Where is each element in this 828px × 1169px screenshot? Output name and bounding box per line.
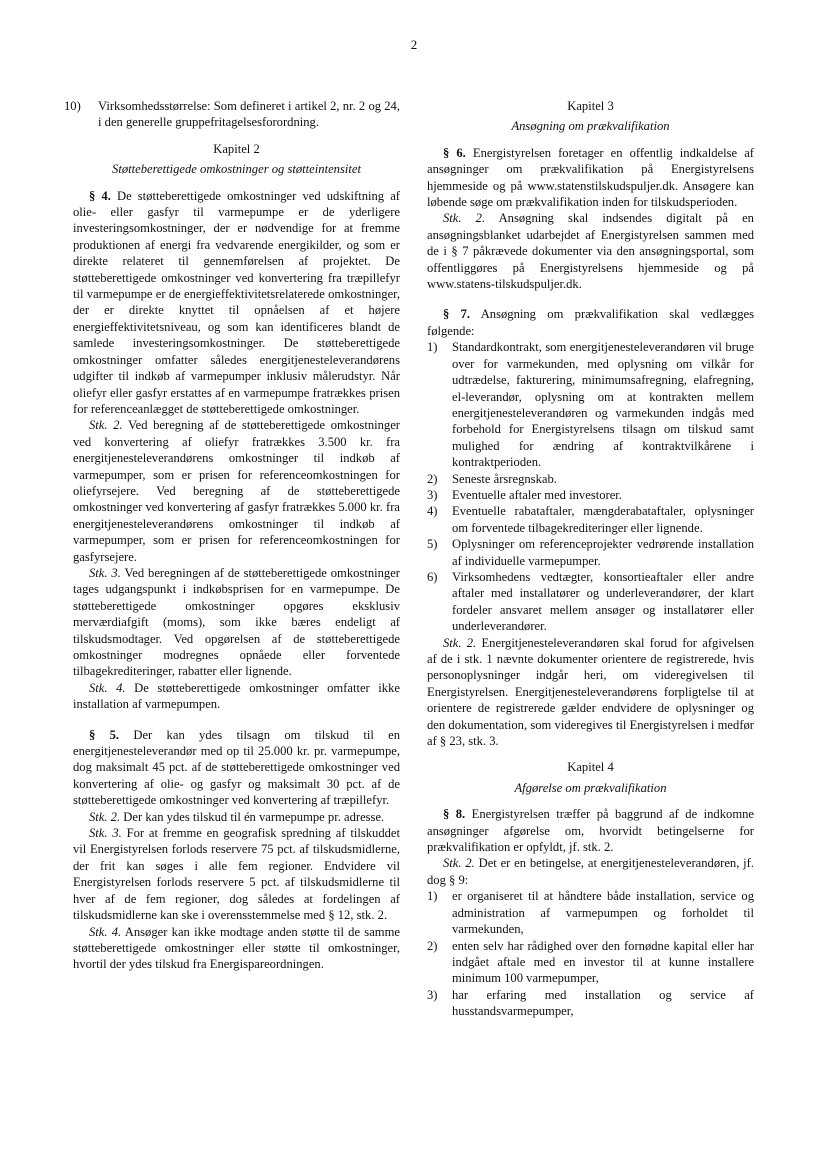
section-4-text: De støtteberettigede omkostninger ved udskiftning af olie- eller gasfyr til varmepumpe er de yderligere investeringsomkostninger, der er nødvendige for at fremme produktionen af energi fra vedvarende energikilder, og som er direkte relateret til gennemførelsen af projektet. De støtteberettigede omkostninger ved konvertering fra træpillefyr til varmepumpe er de energieffektivitetsrelaterede omkostninger, der er direkte knyttet til opnåelsen af et højere energieffektivitetsniveau, og som kan identificeres blandt de samlede investeringsomkostninger. De støtteberettigede omkostninger omfatter således energitjenesteleverandørens udgifter til indkøb af varmepumper inklusiv målerudstyr. Når oliefyr eller gasfyr erstattes af en varmepumpe fratrækkes prisen for referenceanlægget de støtteberettigede omkostninger. [73,188,400,416]
list-item [64,98,400,131]
chapter-3-subtitle: Ansøgning om prækvalifikation [511,119,670,134]
page-number: 2 [410,37,418,52]
stk-label: Stk. 3. [89,826,122,841]
chapter-4-subtitle: Afgørelse om prækvalifikation [514,780,667,795]
stk-text: Energitjenesteleverandøren skal forud for afgivelsen af de i stk. 1 nævnte dokumenter orientere de registrerede, hvis personoplysninger indgår heri, om videregivelsen til Energistyrelsen. Energitjenesteleverandørens forpligtelse til at orientere de registrerede gælder endvidere de oplysninger og den dokumentation, som videregives til Energistyrelsen i medfør af § 23, stk. 3. [427,635,754,749]
stk-label: Stk. 4. [89,680,126,695]
section-5-stk-3 [73,825,400,923]
stk-text: Der kan ydes tilskud til én varmepumpe pr. adresse. [123,809,385,824]
section-6-number: § 6. [443,145,466,160]
section-5-stk-4 [73,924,400,973]
list-item [427,987,754,1020]
section-8-stk-2 [427,855,754,888]
list-item-number: 6) [427,569,438,584]
list-item-number: 3) [427,987,438,1002]
chapter-2-subtitle: Støtteberettigede omkostninger og støtteintensitet [112,162,361,177]
list-item-text: Standardkontrakt, som energitjenesteleverandøren vil bruge over for varmekunden, med oplysning om vilkår for udtrædelse, fakturering, minimumsafregning, elafregning, el-leverandør, oplysning om at kontrakten mellem energitjenesteleverandøren og varmekunden indgås med forbehold for Energistyrelsens tilsagn om tilskud samt mulighed for ændring af kontraktvilkårene i kontraktperioden. [452,340,754,470]
chapter-4-title: Kapitel 4 [567,760,614,775]
section-5-stk-2 [73,809,400,825]
chapter-2-title: Kapitel 2 [213,141,260,156]
stk-label: Stk. 4. [89,924,122,939]
stk-text: Det er en betingelse, at energitjenesteleverandøren, jf. dog § 9: [427,856,754,887]
list-item-text: enten selv har rådighed over den fornødne kapital eller har indgået aftale med en investor til at kunne installere minimum 100 varmepumper, [452,938,754,986]
stk-label: Stk. 2. [89,809,121,824]
list-item [427,569,754,635]
section-6-stk-2 [427,210,754,292]
section-6-paragraph [427,145,754,211]
stk-label: Stk. 2. [89,418,123,433]
stk-text: De støtteberettigede omkostninger omfatter ikke installation af varmepumpen. [73,680,400,712]
stk-label: Stk. 2. [443,856,475,871]
section-8-text: Energistyrelsen træffer på baggrund af de indkomne ansøgninger afgørelse om, hvorvidt betingelserne for prækvalifikation er opfyldt, jf. stk. 2. [427,807,754,855]
section-4-number: § 4. [89,188,111,203]
list-item-text: Eventuelle aftaler med investorer. [452,487,622,502]
list-item-text: har erfaring med installation og service af husstandsvarmepumper, [452,987,754,1019]
list-item [427,471,754,487]
list-item-text: Seneste årsregnskab. [452,471,557,486]
stk-text: Ansøgning skal indsendes digitalt på en ansøgningsblanket udarbejdet af Energistyrelsen sammen med de i § 7 påkrævede dokumenter via den ansøgningsportal, som offentliggøres på Energistyrelsens hjemmeside og på www.statens-tilskudspuljer.dk. [427,211,754,292]
section-6-text: Energistyrelsen foretager en offentlig indkaldelse af ansøgninger om prækvalifikation på Energistyrelsens hjemmeside og på www.statenstilskudspuljer.dk. Ansøgere kan løbende søge om prækvalifikation inden for tilskudsperioden. [427,145,754,210]
list-item-text: Oplysninger om referenceprojekter vedrørende installation af individuelle varmepumper. [452,537,754,568]
section-7-stk-2 [427,635,754,750]
stk-label: Stk. 3. [89,565,121,580]
stk-text: Ansøger kan ikke modtage anden støtte til de samme støtteberettigede omkostninger eller støtte til omkostninger, hvortil der ydes tilskud fra Energispareordningen. [73,924,400,972]
list-item-text: Virksomhedsstørrelse: Som defineret i artikel 2, nr. 2 og 24, i den generelle gruppefritagelsesforordning. [98,99,400,130]
section-5-text: Der kan ydes tilsagn om tilskud til en energitjenesteleverandør med op til 25.000 kr. pr. varmepumpe, dog maksimalt 45 pct. af de støtteberettigede omkostninger ved konvertering af olie- og gasfyr og maksimalt 30 pct. af de støtteberettigede omkostninger ved konvertering af træpillefyr. [73,727,401,808]
section-8-paragraph [427,806,754,855]
list-item [427,339,754,470]
section-4-paragraph [73,188,400,418]
list-item [427,487,754,503]
section-7-text: Ansøgning om prækvalifikation skal vedlægges følgende: [427,307,754,338]
stk-text: Ved beregningen af de støtteberettigede omkostninger tages udgangspunkt i indkøbsprisen for en varmepumpe. De støtteberettigede omkostninger opgøres eksklusiv merværdiafgift (moms), som ikke bæres endeligt af tilskudsmodtager. Ved opgørelsen af de støtteberettigede omkostninger modregnes opnåede eller forventede tilbagekrediteringer, rabatter eller lignende. [73,565,400,679]
list-item [427,888,754,937]
list-item [427,503,754,536]
list-item-text: er organiseret til at håndtere både installation, service og administration af varmepumpen og forholdet til varmekunden, [452,889,754,937]
chapter-3-title: Kapitel 3 [567,99,614,113]
stk-text: Ved beregning af de støtteberettigede omkostninger ved konvertering af oliefyr fratrækkes 3.500 kr. fra energitjenesteleverandørens omkostninger til indkøb af varmepumper, som er prisen for referenceomkostningen for oliefyrsejere. Ved beregning af de støtteberettigede omkostninger ved konvertering af gasfyr fratrækkes 5.000 kr. fra energitjenesteleverandørens omkostninger til indkøb af varmepumper, som er prisen for referenceomkostningen for gasfyrsejere. [73,418,401,564]
list-item-text: Virksomhedens vedtægter, konsortieaftaler eller andre aftaler med installatører og underleverandører, der klart fordeler ansvaret mellem ansøger og installatører eller underleverandører. [452,569,754,634]
section-5-number: § 5. [89,727,120,742]
list-item-number: 1) [427,889,438,904]
list-item-number: 10) [64,99,81,113]
list-item-number: 5) [427,537,438,552]
stk-label: Stk. 2. [443,211,486,226]
list-item-text: Eventuelle rabataftaler, mængderabataftaler, oplysninger om forventede tilbagekrediteringer eller lignende. [452,504,754,535]
section-4-stk-3 [73,565,400,680]
list-item-number: 1) [427,340,438,355]
section-7-paragraph [427,306,754,339]
section-4-stk-2 [73,417,400,565]
list-item [427,536,754,569]
section-4-stk-4 [73,680,400,713]
list-item-number: 2) [427,471,438,486]
list-item-number: 4) [427,504,438,519]
list-item [427,938,754,987]
section-5-paragraph [73,727,400,809]
section-8-number: § 8. [443,807,466,822]
stk-text: For at fremme en geografisk spredning af tilskuddet vil Energistyrelsen forlods reservere 75 pct. af tilskudsmidlerne, der frit kan søges i alle fem regioner. Endvidere vil Energistyrelsen forlods reservere 5 pct. af tilskudsmidlerne til hver af de fem regioner, dog således at fordelingen af tilskudsmidlerne kan ske i overensstemmelse med § 12, stk. 2. [73,826,400,923]
list-item-number: 2) [427,938,438,953]
section-7-number: § 7. [443,307,471,322]
right-column [427,98,754,1020]
list-item-number: 3) [427,487,438,502]
left-column [64,98,401,973]
stk-label: Stk. 2. [443,635,477,650]
